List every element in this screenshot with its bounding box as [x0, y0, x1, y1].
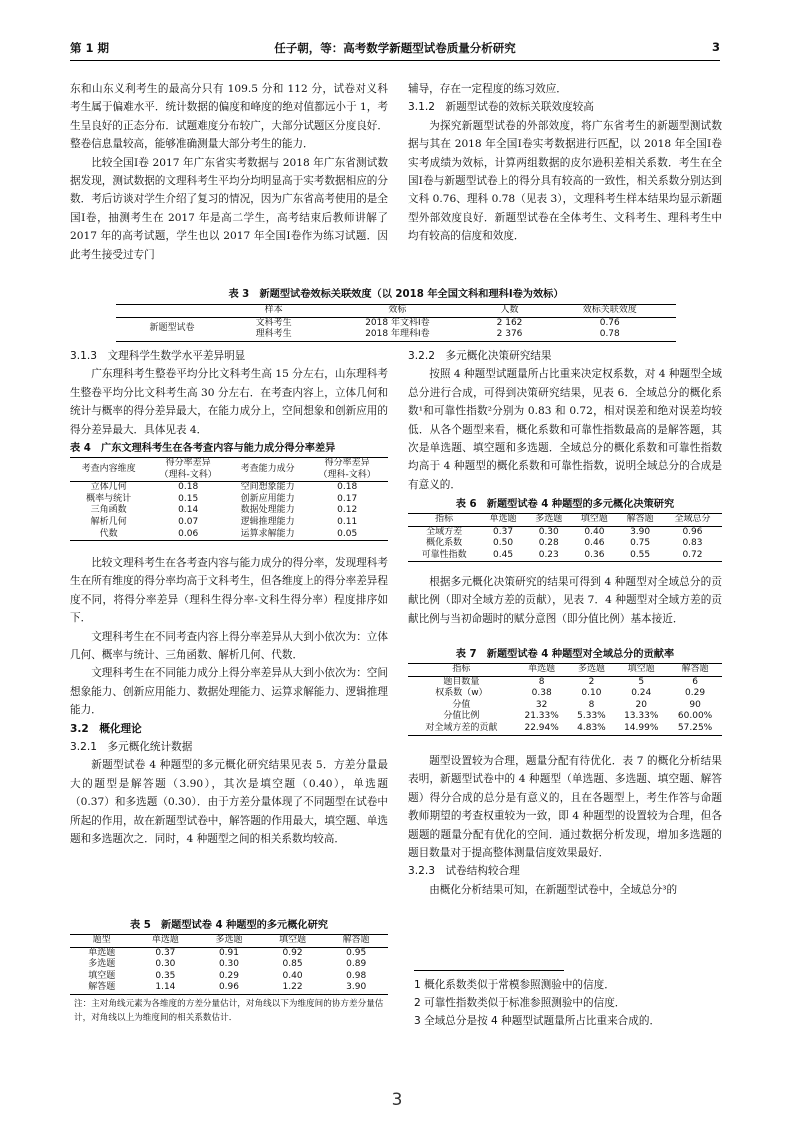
table-cell: 0.30 — [155, 959, 176, 970]
table-cell: 0.92 — [282, 947, 303, 958]
table-header: 得分率差异 （理科-文科） — [147, 458, 229, 482]
table-row — [408, 711, 722, 723]
table-cell: 空间想象能力 — [240, 482, 295, 493]
table-cell: 0.37 — [493, 526, 514, 537]
paragraph: 为探究新题型试卷的外部效度，将广东省考生的新题型测试数据与其在 2018 年全国Ⅰ卷实考数据进行匹配，以 2018 年全国Ⅰ卷实考成绩为效标，计算两组数据的皮尔逊积差相关系数．考生在全国Ⅰ卷与新题型试卷上的得分具有较高的一致性，相关系数分别达到文科 0.76、理科 0.78（见表 3），文理科考生样本结果均显示新题型外部效度良好．新题型试卷在全体考生、文科考生、理科考生中均有较高的信度和效度． — [408, 119, 722, 243]
table-cell: 0.29 — [218, 970, 239, 981]
table-cell: 题目数量 — [443, 676, 480, 687]
paragraph: 文理科考生在不同考查内容上得分率差异从大到小依次为：立体几何、概率与统计、三角函数、解析几何、代数． — [70, 630, 388, 662]
paragraph: 比较全国Ⅰ卷 2017 年广东省实考数据与 2018 年广东省测试数据发现，测试数据的文理科考生平均分均明显高于实考数据相应的分数．考后访谈对学生介绍了复习的情况，因为广东省高考使用的是全国Ⅰ卷，抽测考生在 2017 年是高二学生，高考结束后教师讲解了 2017 年的高考试题，学生也以 2017 年全国Ⅰ卷作为练习试题．因此考生接受过专门 — [70, 156, 388, 261]
table-cell: 2 — [588, 676, 595, 687]
table-header — [116, 305, 228, 318]
table-cell: 8 — [538, 676, 545, 687]
table-cell: 0.37 — [155, 947, 176, 958]
table-cell: 20 — [635, 699, 647, 710]
table-cell: 90 — [689, 699, 701, 710]
table-header: 考查内容维度 — [70, 458, 147, 482]
table-cell: 0.89 — [346, 959, 367, 970]
table-header: 解答题 — [668, 664, 722, 677]
table-header: 样本 — [228, 305, 319, 318]
table-cell: 解析几何 — [90, 516, 127, 527]
table-cell: 逻辑推理能力 — [240, 516, 295, 527]
table-row — [70, 982, 388, 994]
table-row — [408, 700, 722, 712]
section-heading: 3.2 概化理论 — [70, 722, 142, 735]
table-cell: 8 — [588, 699, 595, 710]
paragraph: 辅导，存在一定程度的练习效应． — [408, 83, 567, 95]
footnote: 1 概化系数类似于常模参照测验中的信度． — [414, 979, 615, 991]
table-header: 单选题 — [515, 664, 569, 677]
table-cell: 0.45 — [493, 549, 514, 560]
table-cell: 0.46 — [584, 538, 605, 549]
table-cell: 0.83 — [682, 538, 703, 549]
paragraph: 东和山东义利考生的最高分只有 109.5 分和 112 分，试卷对义科考生属于偏难水平．统计数据的偏度和峰度的绝对值都远小于 1，考生呈良好的正态分布．试题难度分布较广，大部分试题区分度良好．整卷信息量较高，能够准确测量大部分考生的能力． — [70, 83, 388, 151]
table-cell: 13.33% — [624, 711, 659, 722]
table-header: 全域总分 — [663, 514, 722, 527]
table-header: 得分率差异 （理科-文科） — [306, 458, 388, 482]
table-cell: 0.40 — [584, 526, 605, 537]
table-cell: 0.78 — [599, 329, 620, 340]
paragraph: 由概化分析结果可知，在新题型试卷中，全域总分³的 — [429, 883, 678, 896]
paragraph: 按照 4 种题型试题量所占比重来决定权系数，对 4 种题型全域总分进行合成，可得到决策研究结果，见表 6．全域总分的概化系数¹和可靠性指数²分别为 0.83 和 0.72，相对误差和绝对误差均较低．从各个题型来看，概化系数和可靠性指数最高的是解答题，其次是单选题、填空题和多选题．全域总分的概化系数和可靠性指数均高于 4 种题型的概化系数和可靠性指数，说明全域总分的合成是有意义的． — [408, 368, 722, 491]
table-header: 考查能力成分 — [229, 458, 306, 482]
table-row — [70, 959, 388, 971]
table-cell: 2018 年理科Ⅰ卷 — [365, 329, 430, 340]
table-cell: 0.23 — [538, 549, 559, 560]
table-cell: 14.99% — [624, 722, 659, 733]
table-header: 多选题 — [569, 664, 615, 677]
table-header: 指标 — [408, 514, 480, 527]
table-cell: 0.50 — [493, 538, 514, 549]
section-heading: 3.2.3 试卷结构较合理 — [408, 865, 520, 878]
table-row — [70, 529, 388, 541]
table-cell: 0.12 — [337, 505, 358, 516]
paragraph: 根据多元概化决策研究的结果可得到 4 种题型对全域总分的贡献比例（即对全域方差的贡献），见表 7．4 种题型对全域方差的贡献比例与当初命题时的赋分意图（即分值比例）基本接近． — [408, 576, 722, 625]
issue-label: 第 1 期 — [70, 41, 110, 55]
table-cell: 创新应用能力 — [240, 493, 295, 504]
table-cell: 0.36 — [584, 549, 605, 560]
left-column-low — [70, 554, 388, 849]
table-4 — [70, 457, 388, 541]
header-rule — [70, 60, 720, 61]
table-cell: 5 — [638, 676, 645, 687]
right-column-top — [408, 80, 722, 246]
table-cell: 0.91 — [218, 947, 239, 958]
table-cell: 0.18 — [178, 482, 199, 493]
paragraph: 新题型试卷 4 种题型的多元概化研究结果见表 5．方差分量最大的题型是解答题（3.90），其次是填空题（0.40），单选题（0.37）和多选题（0.30）．由于方差分量体现了不同题型在试卷中所起的作用，故在新题型试卷中，解答题的作用最大，填空题、单选题和多选题次之．同时，4 种题型之间的相关系数均较高． — [70, 759, 388, 846]
left-column-mid — [70, 347, 388, 439]
table-cell: 3.90 — [346, 982, 367, 993]
table-cell: 60.00% — [677, 711, 713, 722]
table-cell: 6 — [692, 676, 698, 687]
table-header: 单选题 — [134, 935, 198, 948]
table-header: 题型 — [70, 935, 134, 948]
table-cell: 概率与统计 — [86, 493, 132, 504]
table-cell: 数据处理能力 — [240, 505, 295, 516]
table-cell: 三角函数 — [90, 505, 127, 516]
table-6 — [408, 513, 722, 562]
footnote: 2 可靠性指数类似于标准参照测验中的信度． — [414, 997, 626, 1009]
table-cell: 0.98 — [346, 970, 367, 981]
table-cell: 0.35 — [155, 970, 176, 981]
footnote-rule — [414, 970, 564, 971]
table-cell: 全域方差 — [426, 526, 463, 537]
table-header: 填空题 — [261, 935, 325, 948]
table-cell: 0.96 — [682, 526, 703, 537]
table-7 — [408, 663, 722, 736]
table-row — [408, 550, 722, 562]
table-cell: 0.05 — [337, 528, 358, 539]
table-cell: 权系数（w） — [435, 688, 488, 699]
table-5 — [70, 934, 388, 995]
table-cell: 0.24 — [631, 688, 652, 699]
table-header: 解答题 — [617, 514, 663, 527]
table-cell: 0.75 — [630, 538, 651, 549]
table-cell: 0.30 — [538, 526, 559, 537]
table-cell: 0.17 — [337, 493, 358, 504]
table-row — [70, 505, 388, 517]
table-cell: 32 — [535, 699, 548, 710]
table-row — [408, 688, 722, 700]
table-cell: 0.40 — [282, 970, 303, 981]
table-cell: 0.29 — [685, 688, 706, 699]
table-row — [408, 538, 722, 550]
table-cell: 22.94% — [524, 722, 559, 733]
table-cell: 分值 — [452, 699, 471, 710]
table-cell: 概化系数 — [426, 538, 463, 549]
table-cell: 0.18 — [337, 482, 358, 493]
table-6-block — [408, 497, 722, 562]
table-cell: 0.28 — [538, 538, 559, 549]
paragraph: 广东理科考生整卷平均分比文科考生高 15 分左右，山东理科考生整卷平均分比文科考生高 30 分左右．在考查内容上，立体几何和统计与概率的得分差异最大，在能力成分上，空间想象和创新应用的得分差异最大．具体见表 4． — [70, 368, 388, 436]
table-row — [70, 971, 388, 983]
table-cell: 0.85 — [282, 959, 303, 970]
table-cell: 57.25% — [677, 722, 713, 733]
table-cell: 0.11 — [337, 516, 358, 527]
table-cell: 0.72 — [682, 549, 703, 560]
table-5-block — [70, 918, 388, 1025]
table-cell: 多选题 — [88, 959, 116, 970]
table-cell: 3.90 — [630, 526, 651, 537]
right-column-mid2 — [408, 573, 722, 628]
table-row — [408, 676, 722, 688]
paragraph: 文理科考生在不同能力成分上得分率差异从大到小依次为：空间想象能力、创新应用能力、数据处理能力、运算求解能力、逻辑推理能力． — [70, 667, 388, 717]
table-cell: 运算求解能力 — [240, 528, 295, 539]
table-3 — [116, 304, 676, 342]
section-heading: 3.1.3 文理科学生数学水平差异明显 — [70, 350, 246, 362]
table-cell: 1.14 — [155, 982, 176, 993]
table-row — [70, 482, 388, 494]
table-caption: 表 5 新题型试卷 4 种题型的多元概化研究 — [129, 920, 328, 931]
table-cell: 1.22 — [282, 982, 303, 993]
table-7-block — [408, 647, 722, 736]
table-cell: 0.10 — [581, 688, 602, 699]
table-header: 指标 — [408, 664, 515, 677]
table-cell: 0.96 — [218, 982, 239, 993]
table-cell: 分值比例 — [443, 711, 480, 722]
table-cell: 对全域方差的贡献 — [425, 722, 498, 733]
table-cell: 单选题 — [88, 947, 116, 958]
table-cell: 解答题 — [88, 982, 116, 993]
table-header: 填空题 — [614, 664, 668, 677]
table-cell: 0.95 — [346, 947, 367, 958]
running-header — [70, 40, 720, 58]
section-heading: 3.1.2 新题型试卷的效标关联效度较高 — [408, 101, 594, 114]
table-header: 多选题 — [197, 935, 261, 948]
table-cell: 2018 年文科Ⅰ卷 — [365, 317, 430, 328]
paragraph: 比较文理科考生在各考查内容与能力成分的得分率，发现理科考生在所有维度的得分率均高于文科考生，但各维度上的得分率差异程度不同，将得分率差异（理科生得分率-文科生得分率）程度排序如下． — [70, 557, 388, 625]
left-column-top — [70, 80, 388, 264]
table-cell: 0.15 — [178, 493, 199, 504]
header-page-number: 3 — [711, 40, 720, 54]
table-row — [70, 947, 388, 959]
footnotes — [414, 976, 724, 1030]
table-cell: 4.83% — [577, 722, 606, 733]
table-cell: 5.33% — [577, 711, 606, 722]
table-caption: 表 4 广东文理科考生在各考查内容与能力成分得分率差异 — [70, 443, 336, 454]
section-heading: 3.2.2 多元概化决策研究结果 — [408, 350, 552, 362]
table-cell: 2 376 — [496, 329, 523, 340]
running-title: 任子朝，等：高考数学新题型试卷质量分析研究 — [274, 41, 516, 55]
table-cell: 0.06 — [178, 528, 199, 539]
table-4-block — [70, 441, 388, 541]
table-cell: 0.14 — [178, 505, 199, 516]
table-caption: 表 6 新题型试卷 4 种题型的多元概化决策研究 — [455, 499, 675, 510]
table-cell: 0.38 — [531, 688, 552, 699]
table-header: 填空题 — [572, 514, 618, 527]
table-row — [70, 494, 388, 506]
right-column-mid — [408, 347, 722, 494]
right-column-low — [408, 752, 722, 899]
table-cell: 填空题 — [88, 970, 116, 981]
table-caption: 表 7 新题型试卷 4 种题型对全域总分的贡献率 — [455, 649, 675, 660]
section-heading: 3.2.1 多元概化统计数据 — [70, 741, 193, 754]
table-cell: 0.55 — [630, 549, 651, 560]
paragraph: 题型设置较为合理，题量分配有待优化．表 7 的概化分析结果表明，新题型试卷中的 4 种题型（单选题、多选题、填空题、解答题）得分合成的总分是有意义的，且在各题型上，考生作答与命题教师期望的考查权重较为一致，即 4 种题型的设置较为合理，但各题题的题量分配有优化的空间．通过数据分析发现，增加多选题的题目数量对于提高整体测量信度效果最好． — [408, 755, 722, 860]
table-header: 人数 — [476, 305, 544, 318]
table-cell: 立体几何 — [90, 482, 127, 493]
table-cell: 新题型试卷 — [149, 323, 195, 334]
table-cell: 21.33% — [524, 711, 559, 722]
table-row — [70, 517, 388, 529]
table-cell: 0.30 — [218, 959, 239, 970]
table-row — [408, 723, 722, 735]
table-header: 解答题 — [324, 935, 388, 948]
table-cell: 0.76 — [599, 317, 620, 328]
table-cell: 2 162 — [496, 317, 523, 328]
table-header: 效标关联效度 — [544, 305, 677, 318]
footnote: 3 全域总分是按 4 种题型试题量所占比重来合成的． — [414, 1015, 661, 1027]
table-header: 效标 — [319, 305, 475, 318]
table-cell: 可靠性指数 — [421, 549, 467, 560]
table-row — [408, 526, 722, 538]
table-caption: 表 3 新题型试卷效标关联效度（以 2018 年全国文科和理科Ⅰ卷为效标） — [228, 289, 564, 300]
table-cell: 文科考生 — [255, 317, 292, 328]
table-row — [116, 317, 676, 329]
page-number: 3 — [391, 1090, 403, 1110]
table-cell: 0.07 — [178, 516, 199, 527]
table-cell: 理科考生 — [255, 329, 292, 340]
table-note: 注：主对角线元素为各维度的方差分量估计，对角线以下为维度间的协方差分量估计，对角线以上为维度间的相关系数估计． — [74, 998, 384, 1023]
table-cell: 代数 — [99, 528, 118, 539]
table-header: 多选题 — [526, 514, 572, 527]
table-header: 单选题 — [480, 514, 526, 527]
table-3-block — [70, 287, 722, 342]
